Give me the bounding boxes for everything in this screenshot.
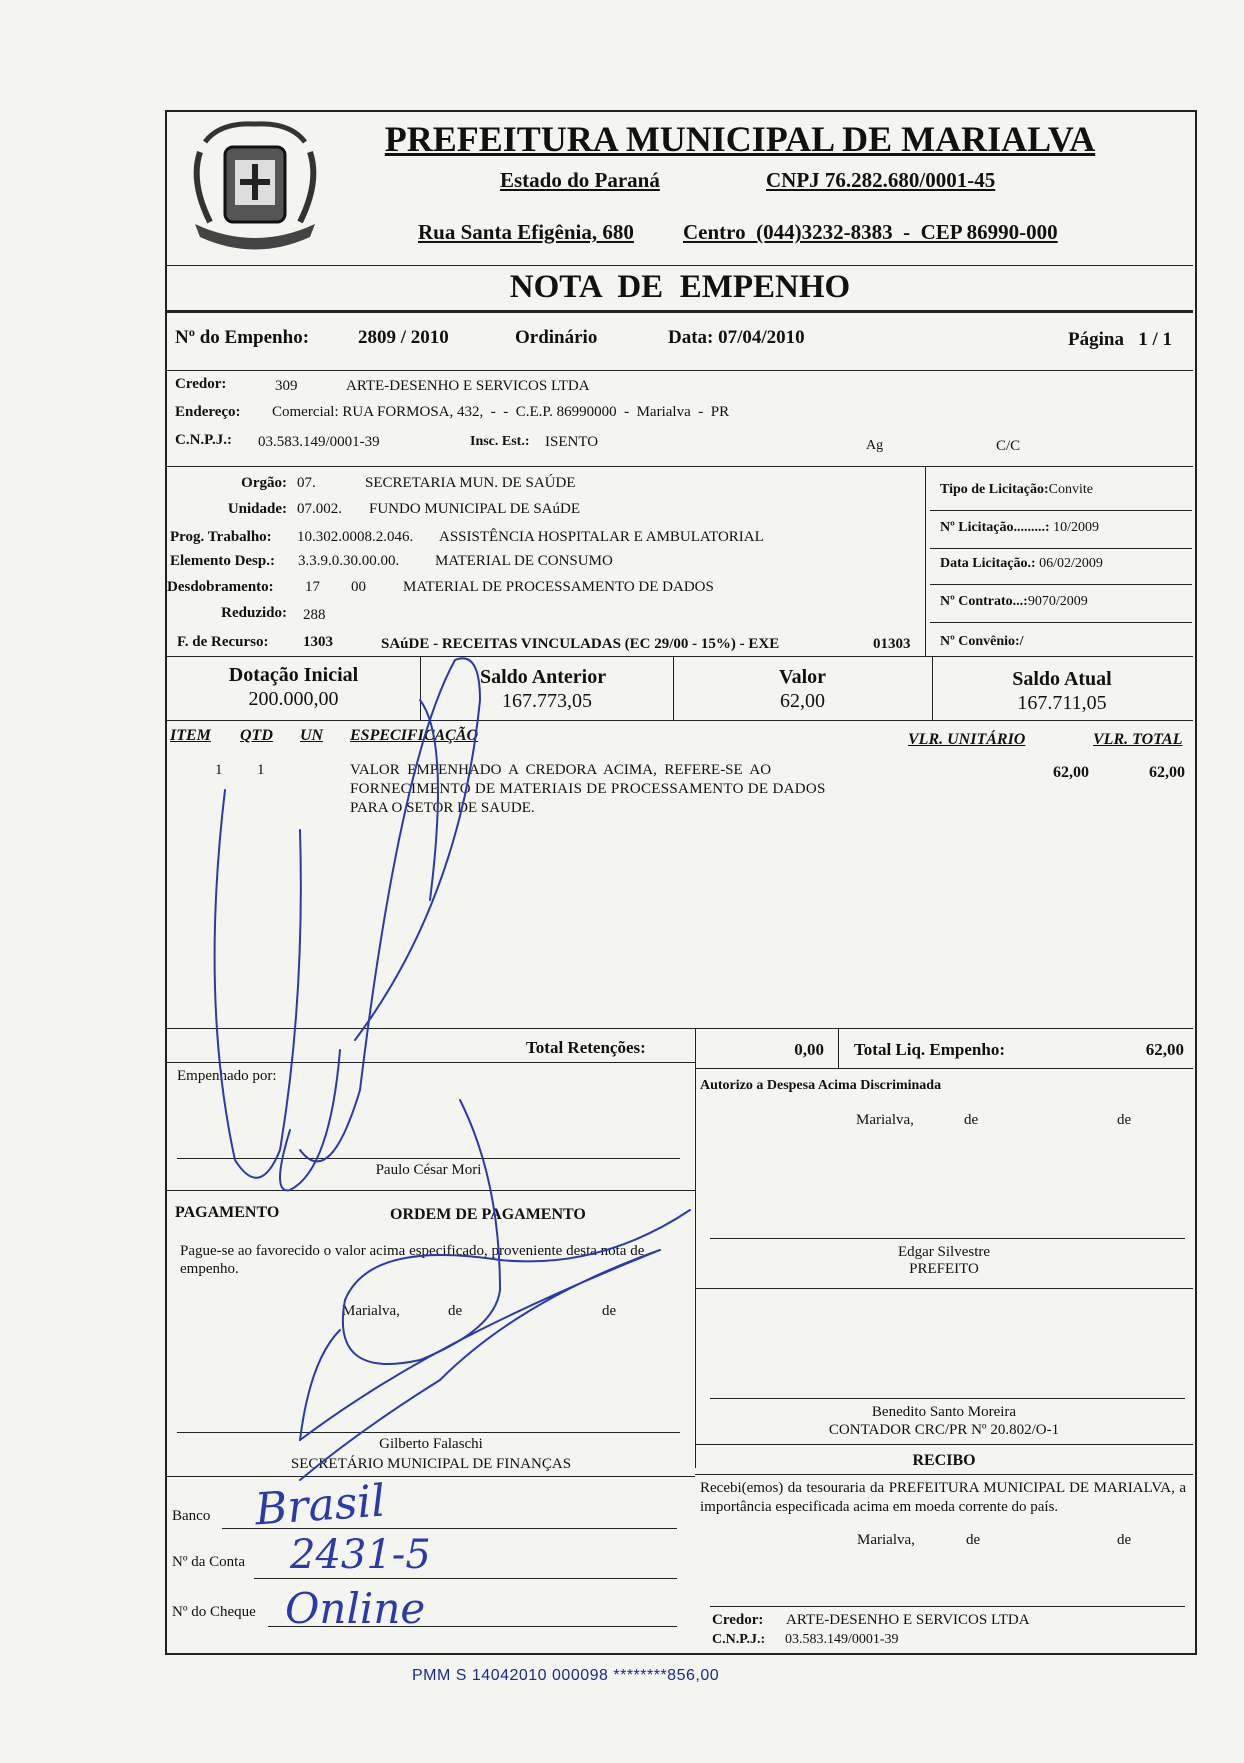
col-un: UN xyxy=(300,727,324,744)
recibo-credor: ARTE-DESENHO E SERVICOS LTDA xyxy=(786,1612,1030,1628)
secretario-role: SECRETÁRIO MUNICIPAL DE FINANÇAS xyxy=(290,1456,572,1472)
recurso-label: F. de Recurso: xyxy=(177,634,269,650)
desdobramento-code: 17 xyxy=(305,579,320,595)
col-qtd: QTD xyxy=(240,727,273,744)
municipality-address: Rua Santa Efigênia, 680 xyxy=(418,220,634,244)
tipo-licitacao-value: Convite xyxy=(1048,482,1093,497)
conta-handwritten: 2431-5 xyxy=(290,1532,431,1578)
cheque-label: Nº do Cheque xyxy=(172,1604,256,1620)
orgao-name: SECRETARIA MUN. DE SAÚDE xyxy=(365,475,576,491)
numero-licitacao-label: Nº Licitação.........: xyxy=(940,520,1050,535)
banco-handwritten: Brasil xyxy=(253,1475,387,1536)
item-desc-line-3: PARA O SETOR DE SAUDE. xyxy=(350,800,535,816)
valor-value: 62,00 xyxy=(780,690,825,712)
credor-label: Credor: xyxy=(175,376,227,392)
empenho-type: Ordinário xyxy=(515,327,598,348)
state-name: Estado do Paraná xyxy=(500,168,660,192)
document-title: NOTA DE EMPENHO xyxy=(509,269,851,305)
valor-label: Valor xyxy=(778,666,827,688)
retencoes-value: 0,00 xyxy=(794,1040,824,1059)
retencoes-label: Total Retenções: xyxy=(526,1038,646,1057)
empenhado-signer: Paulo César Mori xyxy=(375,1162,482,1178)
credor-cnpj: 03.583.149/0001-39 xyxy=(258,434,380,450)
recurso-name: SAúDE - RECEITAS VINCULADAS (EC 29/00 - 15%) - EXE xyxy=(381,636,780,652)
orgao-label: Orgão: xyxy=(241,475,287,491)
autorizo-de-2: de xyxy=(1117,1112,1132,1128)
orgao-code: 07. xyxy=(297,475,316,491)
insc-label: Insc. Est.: xyxy=(470,434,530,449)
insc-value: ISENTO xyxy=(545,434,599,450)
reduzido-value: 288 xyxy=(303,607,326,623)
recibo-cnpj-label: C.N.P.J.: xyxy=(712,1632,766,1647)
liquido-value: 62,00 xyxy=(1145,1040,1184,1059)
empenho-number: 2809 / 2010 xyxy=(358,327,449,348)
col-unitario: VLR. UNITÁRIO xyxy=(908,731,1026,748)
recibo-place: Marialva, xyxy=(857,1532,915,1548)
recurso-code-2: 01303 xyxy=(873,636,911,652)
unidade-code: 07.002. xyxy=(297,501,342,517)
autorizo-text: Autorizo a Despesa Acima Discriminada xyxy=(700,1078,942,1093)
data-licitacao-label: Data Licitação.: xyxy=(940,556,1036,571)
pagamento-label: PAGAMENTO xyxy=(175,1204,280,1221)
item-unit-value: 62,00 xyxy=(1053,764,1089,781)
elemento-code: 3.3.9.0.30.00.00. xyxy=(298,553,400,569)
contrato-value: 9070/2009 xyxy=(1027,594,1088,609)
municipality-title: PREFEITURA MUNICIPAL DE MARIALVA xyxy=(384,119,1096,159)
processing-stamp: PMM S 14042010 000098 ********856,00 xyxy=(412,1667,720,1684)
autorizo-place: Marialva, xyxy=(856,1112,914,1128)
elemento-name: MATERIAL DE CONSUMO xyxy=(435,553,613,569)
pagamento-de-1: de xyxy=(448,1303,463,1319)
col-item: ITEM xyxy=(170,727,211,744)
credor-address: Comercial: RUA FORMOSA, 432, - - C.E.P. 86990000 - Marialva - PR xyxy=(272,404,730,420)
unidade-label: Unidade: xyxy=(227,501,287,517)
reduzido-label: Reduzido: xyxy=(221,605,287,621)
desdobramento-label: Desdobramento: xyxy=(167,579,274,595)
recurso-code: 1303 xyxy=(303,634,333,650)
municipality-cnpj: CNPJ 76.282.680/0001-45 xyxy=(766,168,996,192)
empenhado-label: Empenhado por: xyxy=(177,1068,277,1084)
item-qtd: 1 xyxy=(257,762,265,778)
saldo-anterior-value: 167.773,05 xyxy=(502,690,592,712)
prefeito-role: PREFEITO xyxy=(909,1261,979,1277)
banco-label: Banco xyxy=(172,1508,211,1524)
recibo-credor-label: Credor: xyxy=(712,1612,764,1628)
tipo-licitacao-label: Tipo de Licitação: xyxy=(940,482,1049,497)
saldo-anterior-label: Saldo Anterior xyxy=(480,666,607,688)
saldo-atual-value: 167.711,05 xyxy=(1017,692,1107,714)
conta-label: Nº da Conta xyxy=(172,1554,245,1570)
endereco-label: Endereço: xyxy=(175,404,241,420)
contrato-label: Nº Contrato...: xyxy=(940,594,1028,609)
saldo-atual-label: Saldo Atual xyxy=(1012,668,1112,690)
ordem-pagamento-title: ORDEM DE PAGAMENTO xyxy=(390,1206,586,1223)
elemento-label: Elemento Desp.: xyxy=(170,553,275,569)
credor-code: 309 xyxy=(275,378,298,394)
item-total-value: 62,00 xyxy=(1149,764,1185,781)
recibo-text: Recebi(emos) da tesouraria da PREFEITURA MUNICIPAL DE MARIALVA, a importância especificada acima em moeda corrente do país. xyxy=(700,1480,1186,1515)
item-desc-line-1: VALOR EMPENHADO A CREDORA ACIMA, REFERE-SE AO xyxy=(350,762,772,778)
pagamento-place: Marialva, xyxy=(342,1303,400,1319)
col-especificacao: ESPECIFICAÇÃO xyxy=(350,727,479,744)
col-total: VLR. TOTAL xyxy=(1093,731,1183,748)
municipality-contact: Centro (044)3232-8383 - CEP 86990-000 xyxy=(683,220,1058,244)
prefeito-name: Edgar Silvestre xyxy=(897,1244,991,1260)
dotacao-value: 200.000,00 xyxy=(248,688,339,710)
recibo-title: RECIBO xyxy=(912,1452,976,1469)
contador-name: Benedito Santo Moreira xyxy=(871,1404,1017,1420)
empenho-date: Data: 07/04/2010 xyxy=(668,327,805,348)
credor-name: ARTE-DESENHO E SERVICOS LTDA xyxy=(346,378,590,394)
prog-label: Prog. Trabalho: xyxy=(170,529,272,545)
prog-code: 10.302.0008.2.046. xyxy=(297,529,414,545)
desdobramento-sub: 00 xyxy=(351,579,366,595)
prog-name: ASSISTÊNCIA HOSPITALAR E AMBULATORIAL xyxy=(439,529,764,545)
cheque-handwritten: Online xyxy=(285,1584,426,1633)
page-number: Página 1 / 1 xyxy=(1068,329,1172,350)
convenio-label: Nº Convênio:/ xyxy=(940,634,1024,649)
cnpj-label: C.N.P.J.: xyxy=(175,432,232,448)
dotacao-label: Dotação Inicial xyxy=(228,664,359,686)
ag-label: Ag xyxy=(866,438,884,453)
pagamento-text: Pague-se ao favorecido o valor acima especificado, proveniente desta nota de empenho. xyxy=(180,1243,645,1277)
pagamento-de-2: de xyxy=(602,1303,617,1319)
contador-role: CONTADOR CRC/PR Nº 20.802/O-1 xyxy=(828,1422,1060,1438)
recibo-de-2: de xyxy=(1117,1532,1132,1548)
secretario-name: Gilberto Falaschi xyxy=(379,1436,483,1452)
unidade-name: FUNDO MUNICIPAL DE SAúDE xyxy=(369,501,580,517)
desdobramento-name: MATERIAL DE PROCESSAMENTO DE DADOS xyxy=(403,579,714,595)
recibo-cnpj: 03.583.149/0001-39 xyxy=(785,1632,899,1647)
empenho-label: Nº do Empenho: xyxy=(175,327,310,348)
recibo-de-1: de xyxy=(966,1532,981,1548)
item-number: 1 xyxy=(215,762,223,778)
cc-label: C/C xyxy=(996,438,1021,454)
liquido-label: Total Liq. Empenho: xyxy=(854,1040,1005,1059)
item-desc-line-2: FORNECIMENTO DE MATERIAIS DE PROCESSAMENTO DE DADOS xyxy=(350,781,826,797)
numero-licitacao-value: 10/2009 xyxy=(1053,520,1099,535)
autorizo-de-1: de xyxy=(964,1112,979,1128)
data-licitacao-value: 06/02/2009 xyxy=(1039,556,1103,571)
